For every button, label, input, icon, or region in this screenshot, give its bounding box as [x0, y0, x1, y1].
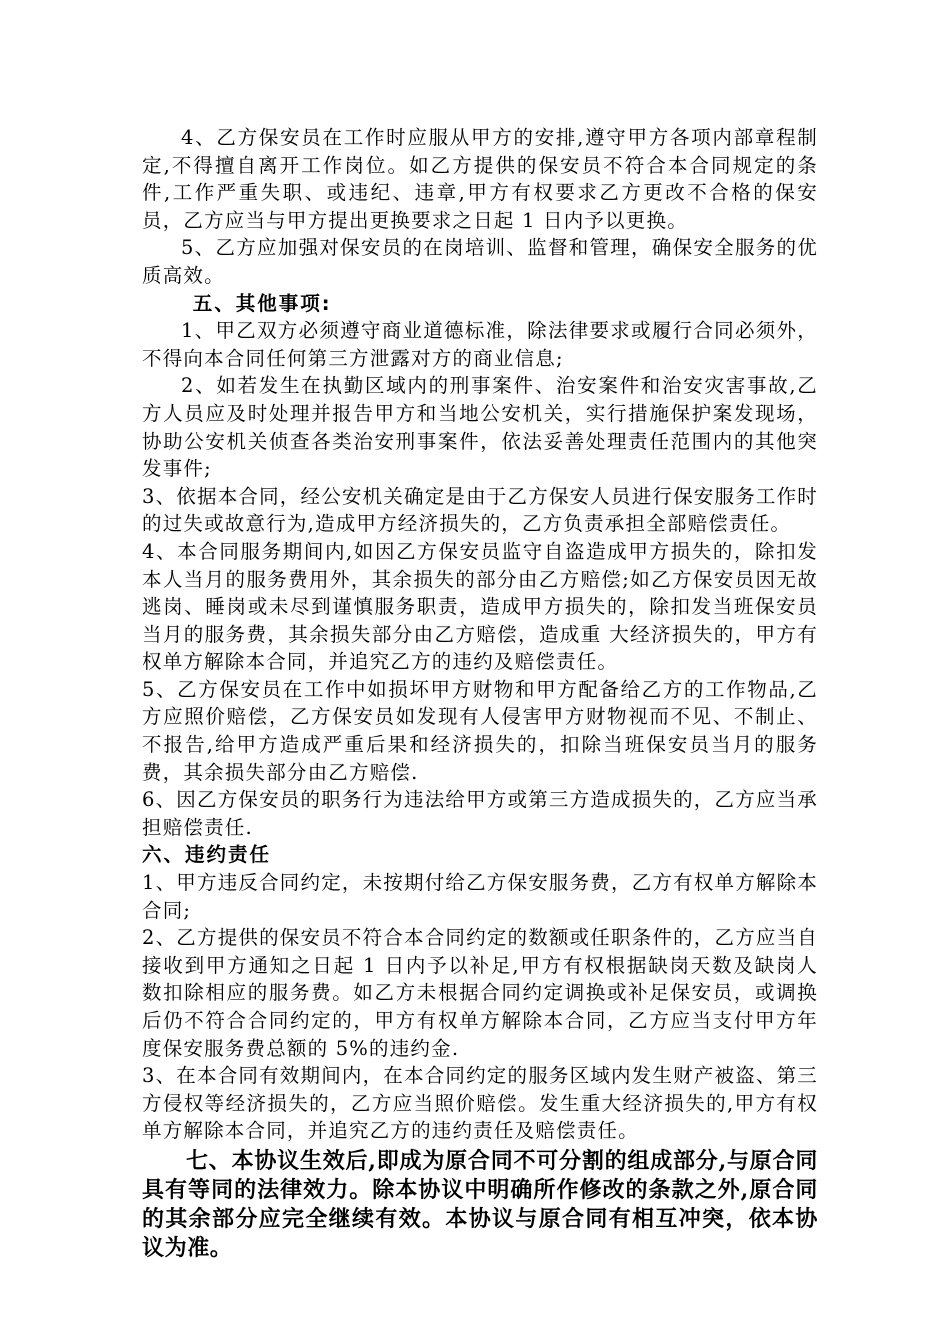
section-5-item-4: 4、本合同服务期间内,如因乙方保安员监守自盗造成甲方损失的，除扣发本人当月的服务费用外，其余损失的部分由乙方赔偿;如乙方保安员因无故逃岗、睡岗或未尽到谨慎服务职责，造成甲方损失的，除扣发当班保安员当月的服务费，其余损失部分由乙方赔偿，造成重 大经济损失的，甲方有权单方解除本合同，并追究乙方的违约及赔偿责任。	[142, 539, 818, 674]
section-5-item-6: 6、因乙方保安员的职务行为违法给甲方或第三方造成损失的，乙方应当承担赔偿责任.	[142, 788, 819, 839]
section-5-heading: 五、其他事项:	[192, 291, 332, 315]
clause-4-paragraph: 4、乙方保安员在工作时应服从甲方的安排,遵守甲方各项内部章程制定,不得擅自离开工作岗位。如乙方提供的保安员不符合本合同规定的条件,工作严重失职、或违纪、违章,甲方有权要求乙方更改不合格的保安员，乙方应当与甲方提出更换要求之日起 1 日内予以更换。	[142, 126, 818, 232]
section-5-item-3: 3、依据本合同，经公安机关确定是由于乙方保安人员进行保安服务工作时的过失或故意行为,造成甲方经济损失的，乙方负责承担全部赔偿责任。	[142, 484, 819, 536]
closing-clause-7: 七、本协议生效后,即成为原合同不可分割的组成部分,与原合同具有等同的法律效力。除本协议中明确所作修改的条款之外,原合同的其余部分应完全继续有效。本协议与原合同有相互冲突，依本协议为准。	[142, 1147, 818, 1261]
section-6-heading: 六、违约责任	[142, 843, 272, 867]
clause-5-paragraph: 5、乙方应加强对保安员的在岗培训、监督和管理，确保安全服务的优质高效。	[142, 236, 818, 287]
section-6-item-2: 2、乙方提供的保安员不符合本合同约定的数额或任职条件的，乙方应当自接收到甲方通知之日起 1 日内予以补足,甲方有权根据缺岗天数及缺岗人数扣除相应的服务费。如乙方未根据合同约定调换或补足保安员，或调换后仍不符合合同约定的，甲方有权单方解除本合同，乙方应当支付甲方年度保安服务费总额的 5%的违约金.	[142, 926, 819, 1060]
document-page	[142, 124, 818, 1263]
section-6-item-3: 3、在本合同有效期间内，在本合同约定的服务区域内发生财产被盗、第三方侵权等经济损失的，乙方应当照价赔偿。发生重大经济损失的,甲方有权单方解除本合同，并追究乙方的违约责任及赔偿责任。	[142, 1064, 819, 1143]
section-5-item-2: 2、如若发生在执勤区域内的刑事案件、治安案件和治安灾害事故,乙方人员应及时处理并报告甲方和当地公安机关，实行措施保护案发现场，协助公安机关侦查各类治安刑事案件，依法妥善处理责任范围内的其他突发事件;	[142, 374, 818, 481]
section-5-item-5: 5、乙方保安员在工作中如损坏甲方财物和甲方配备给乙方的工作物品,乙方应照价赔偿，乙方保安员如发现有人侵害甲方财物视而不见、不制止、不报告,给甲方造成严重后果和经济损失的，扣除当班保安员当月的服务费，其余损失部分由乙方赔偿.	[142, 677, 818, 784]
section-5-item-1: 1、甲乙双方必须遵守商业道德标准，除法律要求或履行合同必须外，不得向本合同任何第三方泄露对方的商业信息;	[142, 319, 818, 370]
section-6-item-1: 1、甲方违反合同约定，未按期付给乙方保安服务费，乙方有权单方解除本合同;	[142, 871, 819, 922]
